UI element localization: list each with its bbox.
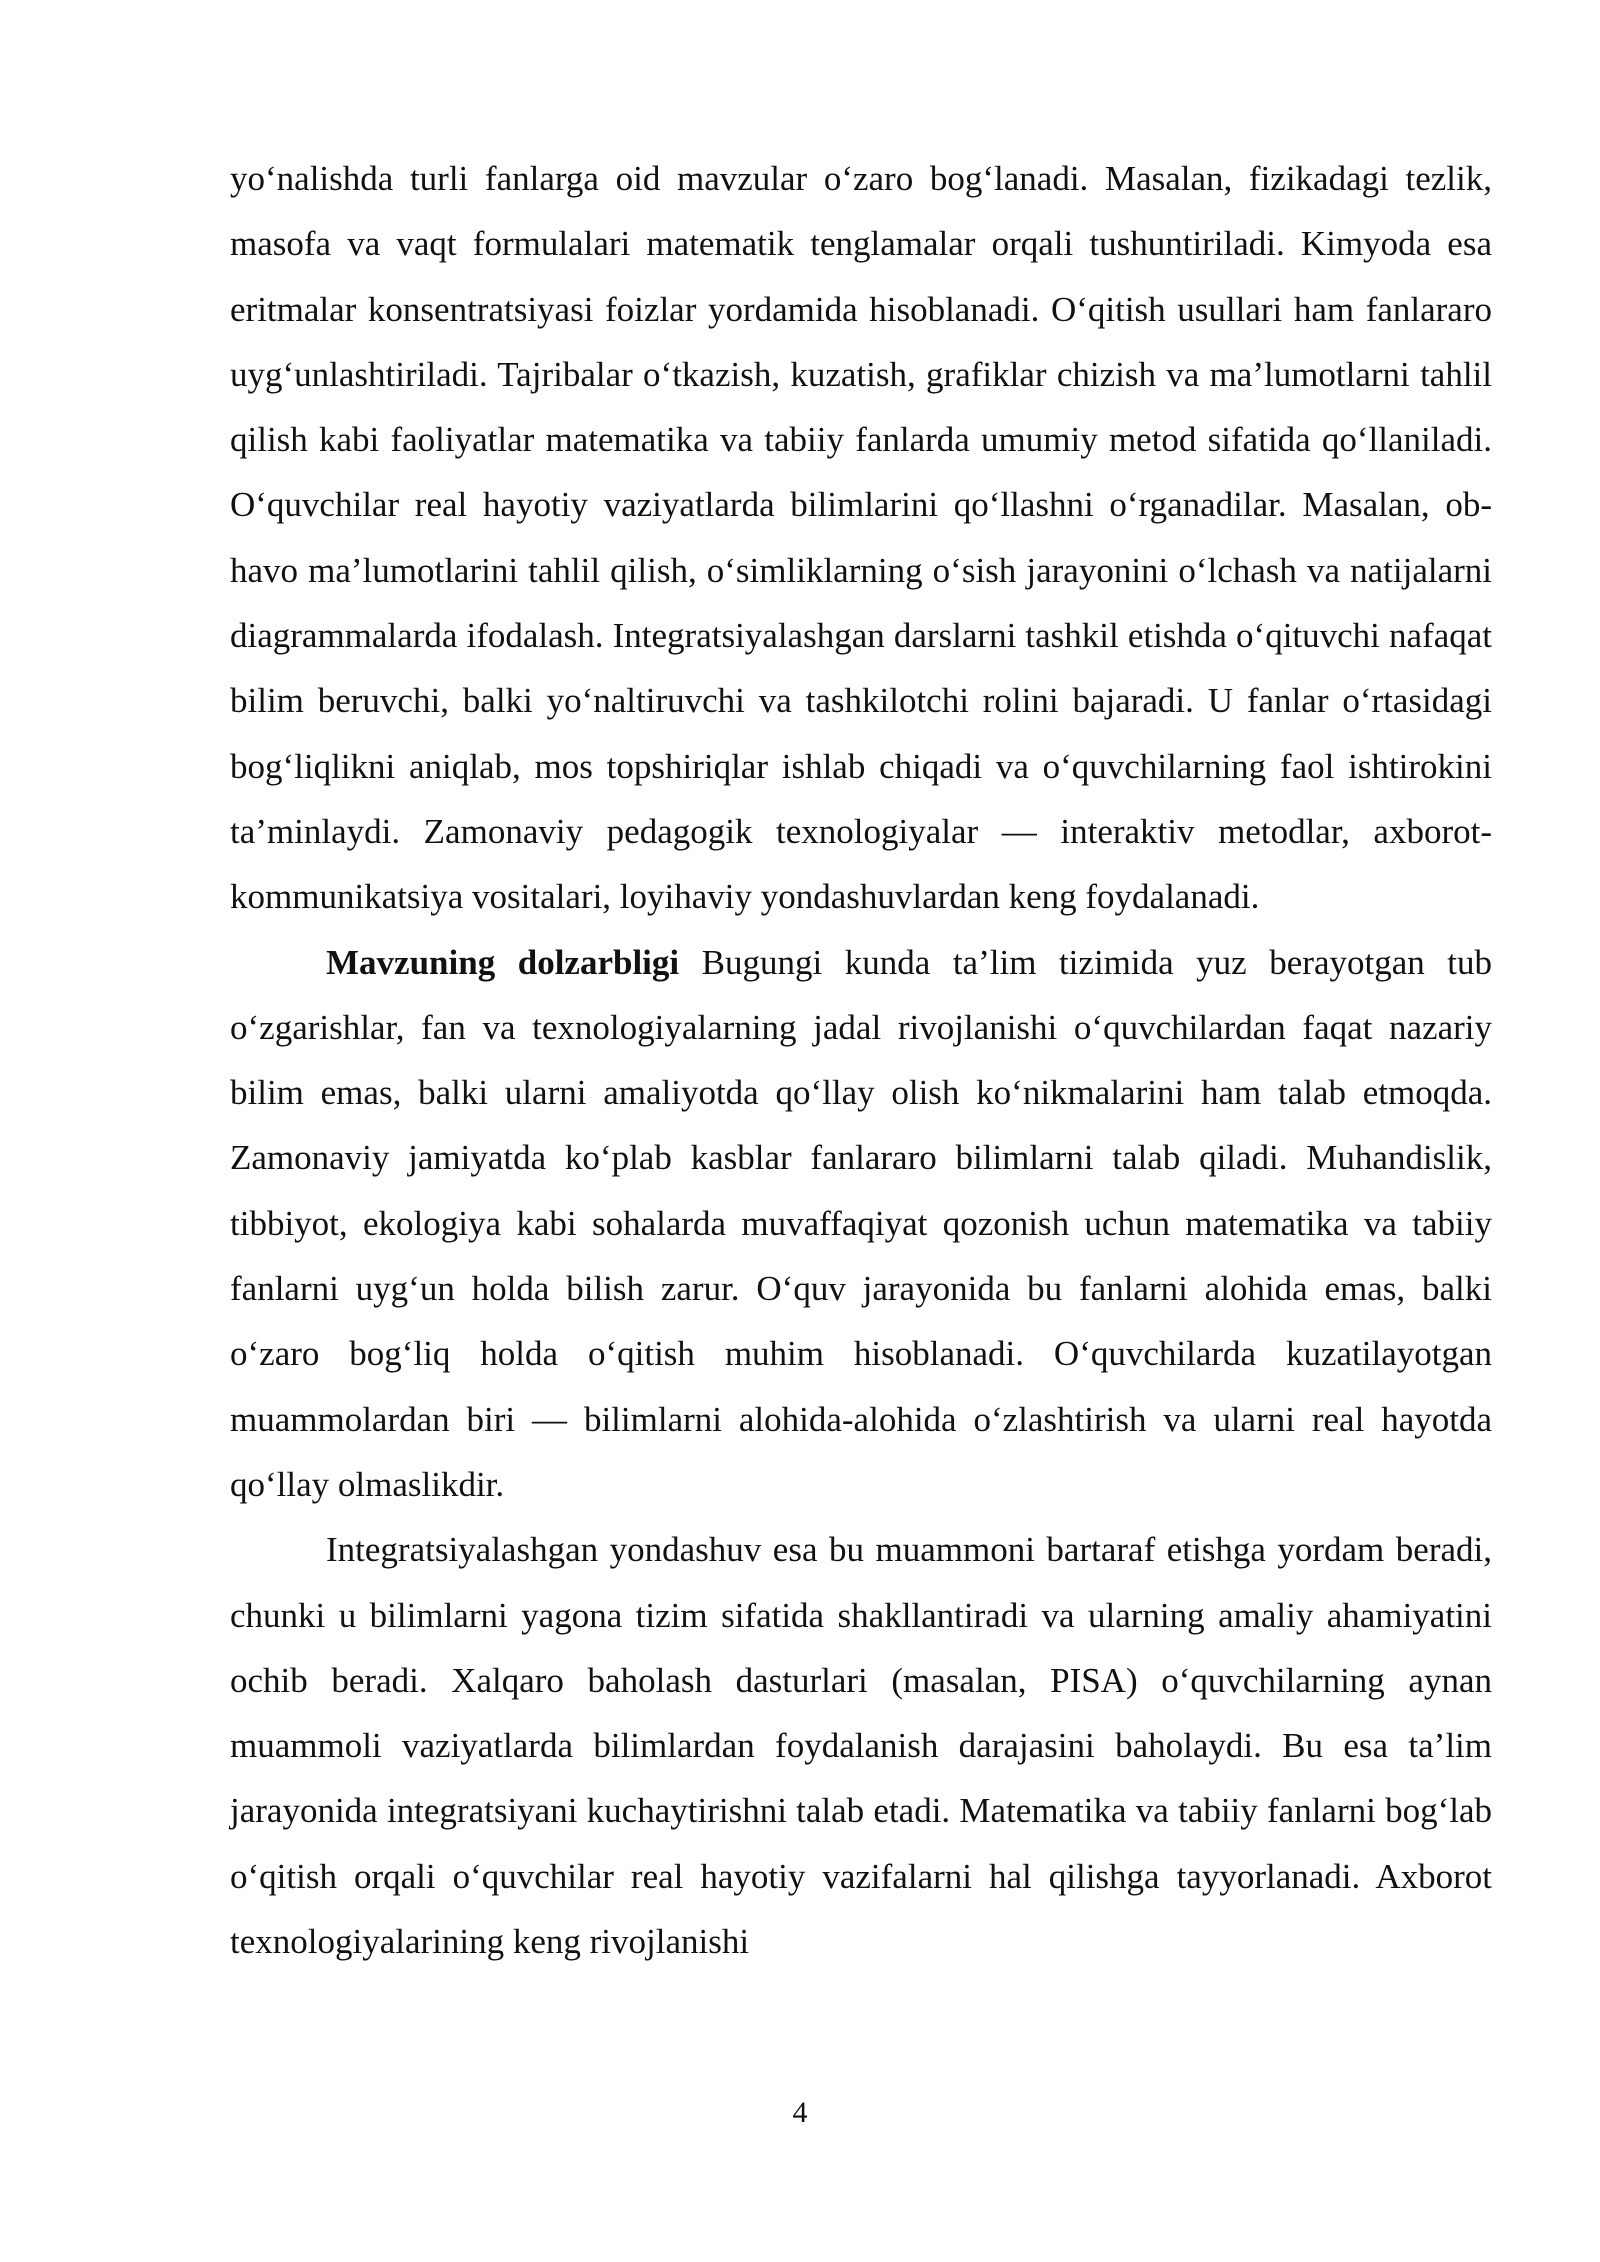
document-page	[230, 146, 1492, 1974]
section-heading: Mavzuning dolzarbligi	[326, 942, 680, 982]
page-number: 4	[792, 2096, 808, 2129]
section-paragraph	[230, 930, 1492, 1518]
body-paragraph: Integratsiyalashgan yondashuv esa bu muammoni bartaraf etishga yordam beradi, chunki u bilimlarni yagona tizim sifatida shakllantiradi va ularning amaliy ahamiyatini ochib beradi. Xalqaro baholash dasturlari (masalan, PISA) o‘quvchilarning aynan muammoli vaziyatlarda bilimlardan foydalanish darajasini baholaydi. Bu esa ta’lim jarayonida integratsiyani kuchaytirishni talab etadi. Matematika va tabiiy fanlarni bog‘lab o‘qitish orqali o‘quvchilar real hayotiy vazifalarni hal qilishga tayyorlanadi. Axborot texnologiyalarining keng rivojlanishi	[230, 1530, 1492, 1962]
body-paragraph: yo‘nalishda turli fanlarga oid mavzular o‘zaro bog‘lanadi. Masalan, fizikadagi tezlik, masofa va vaqt formulalari matematik tenglamalar orqali tushuntiriladi. Kimyoda esa eritmalar konsentratsiyasi foizlar yordamida hisoblanadi. O‘qitish usullari ham fanlararo uyg‘unlashtiriladi. Tajribalar o‘tkazish, kuzatish, grafiklar chizish va ma’lumotlarni tahlil qilish kabi faoliyatlar matematika va tabiiy fanlarda umumiy metod sifatida qo‘llaniladi. O‘quvchilar real hayotiy vaziyatlarda bilimlarini qo‘llashni o‘rganadilar. Masalan, ob-havo ma’lumotlarini tahlil qilish, o‘simliklarning o‘sish jarayonini o‘lchash va natijalarni diagrammalarda ifodalash. Integratsiyalashgan darslarni tashkil etishda o‘qituvchi nafaqat bilim beruvchi, balki yo‘naltiruvchi va tashkilotchi rolini bajaradi. U fanlar o‘rtasidagi bog‘liqlikni aniqlab, mos topshiriqlar ishlab chiqadi va o‘quvchilarning faol ishtirokini ta’minlaydi. Zamonaviy pedagogik texnologiyalar — interaktiv metodlar, axborot-kommunikatsiya vositalari, loyihaviy yondashuvlardan keng foydalanadi.	[230, 159, 1492, 917]
section-body-text: Bugungi kunda ta’lim tizimida yuz berayotgan tub o‘zgarishlar, fan va texnologiyalarning jadal rivojlanishi o‘quvchilardan faqat nazariy bilim emas, balki ularni amaliyotda qo‘llay olish ko‘nikmalarini ham talab etmoqda. Zamonaviy jamiyatda ko‘plab kasblar fanlararo bilimlarni talab qiladi. Muhandislik, tibbiyot, ekologiya kabi sohalarda muvaffaqiyat qozonish uchun matematika va tabiiy fanlarni uyg‘un holda bilish zarur. O‘quv jarayonida bu fanlarni alohida emas, balki o‘zaro bog‘liq holda o‘qitish muhim hisoblanadi. O‘quvchilarda kuzatilayotgan muammolardan biri — bilimlarni alohida-alohida o‘zlashtirish va ularni real hayotda qo‘llay olmaslikdir.	[230, 942, 1492, 1504]
